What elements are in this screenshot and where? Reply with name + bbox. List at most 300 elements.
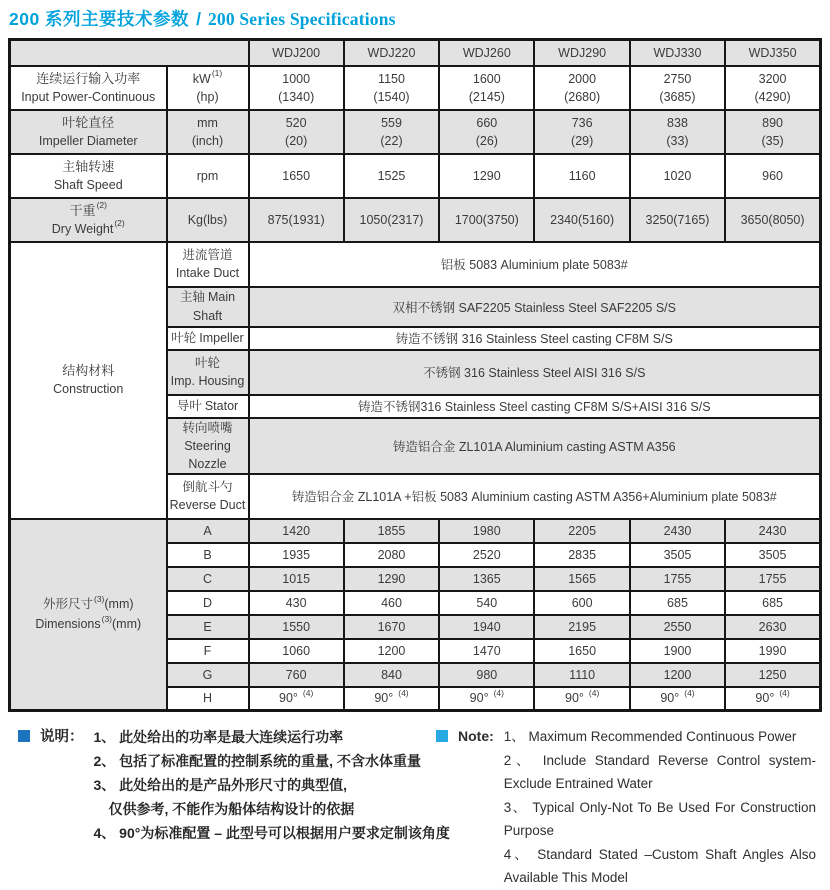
text-line xyxy=(728,641,817,661)
sublabel-chinese: 主轴 xyxy=(179,289,205,304)
section-label-unit: (mm) xyxy=(112,617,142,632)
footnote-marker: (4) xyxy=(588,688,600,699)
text-line xyxy=(13,614,164,634)
value-text: 1160 xyxy=(568,168,596,183)
notes-zh-label: 说明： xyxy=(40,729,84,745)
value-text: 2430 xyxy=(663,523,692,538)
label-english: Shaft Speed xyxy=(53,177,123,192)
value-text: 90° xyxy=(565,691,584,706)
value-text: 1060 xyxy=(282,643,311,658)
sublabel-english: Main Shaft xyxy=(192,289,236,323)
spec-value-impeller-diameter-wdj350 xyxy=(725,110,820,154)
section-label-chinese: 结构材料 xyxy=(62,363,115,378)
text-line xyxy=(442,569,531,589)
dimension-value-d-wdj220 xyxy=(344,591,439,615)
value-text: 1150 xyxy=(378,71,405,86)
value-text: 2630 xyxy=(758,619,787,634)
spec-value-dry-weight-wdj330 xyxy=(630,198,725,242)
model-header-wdj260: WDJ260 xyxy=(439,40,534,66)
spec-value-impeller-diameter-wdj200 xyxy=(249,110,344,154)
text-line xyxy=(537,521,626,541)
value-text: 90° xyxy=(469,691,489,706)
unit-text: mm xyxy=(197,115,218,130)
value-text: 2750 xyxy=(663,71,692,86)
footnote-marker: (3) xyxy=(93,594,105,605)
construction-material-value: 双相不锈钢 SAF2205 Stainless Steel SAF2205 S/S xyxy=(249,287,821,327)
text-line xyxy=(170,372,246,390)
text-line xyxy=(728,211,817,229)
value-text: 1650 xyxy=(568,643,597,658)
text-line xyxy=(13,220,164,238)
value-text: 1110 xyxy=(569,667,596,682)
value-text: 2195 xyxy=(568,619,597,634)
value-text: (29) xyxy=(571,133,594,148)
title-divider: / xyxy=(196,9,201,29)
note-item-zh-3: 3、 此处给出的是产品外形尺寸的典型值, xyxy=(93,777,348,793)
dimension-value-d-wdj260 xyxy=(439,591,534,615)
dimension-value-c-wdj200 xyxy=(249,567,344,591)
spec-unit-shaft-speed xyxy=(167,154,249,198)
unit-text: kW xyxy=(192,71,211,86)
model-header-wdj290: WDJ290 xyxy=(534,40,629,66)
spec-value-impeller-diameter-wdj260 xyxy=(439,110,534,154)
construction-sublabel-1 xyxy=(167,287,249,327)
text-line xyxy=(633,617,722,637)
value-text: 1550 xyxy=(282,619,311,634)
value-text: 840 xyxy=(381,667,402,682)
value-text: 875(1931) xyxy=(267,212,325,227)
construction-section-label xyxy=(10,242,167,519)
dimension-value-c-wdj350 xyxy=(725,567,820,591)
spec-value-shaft-speed-wdj200 xyxy=(249,154,344,198)
note-item-zh-1: 1、 此处给出的功率是最大连续运行功率 xyxy=(93,729,344,745)
label-english: Dry Weight xyxy=(51,221,114,236)
value-text: 1290 xyxy=(377,571,406,586)
value-text: 736 xyxy=(571,115,593,130)
dimension-value-a-wdj350 xyxy=(725,519,820,543)
text-line xyxy=(170,88,246,106)
text-line xyxy=(442,521,531,541)
text-line xyxy=(633,88,722,106)
text-line xyxy=(347,617,436,637)
note-item-en-2: 2、 Include Standard Reverse Control system-Exclude Entrained Water xyxy=(503,752,816,791)
spec-value-input-power-wdj350 xyxy=(725,66,820,110)
construction-sublabel-2 xyxy=(167,327,249,350)
label-chinese: 干重 xyxy=(69,202,96,218)
sublabel-chinese: 叶轮 xyxy=(171,330,197,345)
sublabel-english: Intake Duct xyxy=(175,266,240,280)
text-line xyxy=(347,211,436,229)
footnote-marker: (4) xyxy=(684,688,695,699)
value-text: (2145) xyxy=(468,89,505,104)
value-text: (1540) xyxy=(373,89,410,104)
notes-en-items xyxy=(504,725,816,890)
dimensions-section-label xyxy=(10,519,167,711)
text-line xyxy=(252,569,341,589)
text-line xyxy=(442,545,531,565)
text-line xyxy=(170,114,246,132)
value-text: 2000 xyxy=(568,71,597,86)
spec-unit-input-power xyxy=(167,66,249,110)
dimension-value-g-wdj290 xyxy=(534,663,629,687)
text-line xyxy=(347,70,436,88)
spec-label-input-power xyxy=(10,66,167,110)
text-line xyxy=(537,593,626,613)
sublabel-chinese: 进流管道 xyxy=(182,248,233,262)
text-line xyxy=(728,569,817,589)
spec-value-impeller-diameter-wdj330 xyxy=(630,110,725,154)
spec-row-dry-weight xyxy=(10,198,821,242)
specifications-table xyxy=(8,38,822,712)
text-line xyxy=(633,665,722,685)
dimension-letter-f: F xyxy=(167,639,249,663)
text-line xyxy=(633,641,722,661)
value-text: 2340(5160) xyxy=(550,212,615,227)
text-line xyxy=(252,114,341,132)
value-text: 90° xyxy=(660,691,680,706)
value-text: 600 xyxy=(571,595,593,610)
note-item-zh-3-continued: 仅供参考, 不能作为船体结构设计的依据 xyxy=(108,801,355,817)
label-chinese: 连续运行输入功率 xyxy=(36,70,141,86)
text-line xyxy=(347,521,436,541)
text-line xyxy=(252,167,341,185)
construction-material-value: 铝板 5083 Aluminium plate 5083# xyxy=(249,242,821,287)
value-text: 1565 xyxy=(568,571,597,586)
value-text: 1470 xyxy=(472,643,501,658)
dimension-letter-g: G xyxy=(167,663,249,687)
text-line xyxy=(633,132,722,150)
page-title-english: 200 Series Specifications xyxy=(207,9,396,29)
value-text: 559 xyxy=(381,115,402,130)
dimension-value-h-wdj330 xyxy=(630,687,725,711)
text-line xyxy=(537,88,626,106)
spec-value-shaft-speed-wdj220 xyxy=(344,154,439,198)
text-line xyxy=(13,88,164,106)
spec-value-dry-weight-wdj260 xyxy=(439,198,534,242)
dimension-value-e-wdj200 xyxy=(249,615,344,639)
text-line xyxy=(170,329,246,348)
text-line xyxy=(537,545,626,565)
value-text: 1670 xyxy=(377,619,406,634)
text-line xyxy=(170,132,246,150)
spec-value-shaft-speed-wdj350 xyxy=(725,154,820,198)
text-line xyxy=(728,665,817,685)
dimension-value-b-wdj350 xyxy=(725,543,820,567)
dimension-value-f-wdj290 xyxy=(534,639,629,663)
text-line xyxy=(170,246,246,264)
dimension-value-d-wdj200 xyxy=(249,591,344,615)
dimension-letter-a: A xyxy=(167,519,249,543)
dimension-value-g-wdj220 xyxy=(344,663,439,687)
dimension-value-f-wdj220 xyxy=(344,639,439,663)
sublabel-english: Impeller xyxy=(199,330,244,345)
text-line xyxy=(252,641,341,661)
text-line xyxy=(442,132,531,150)
text-line xyxy=(13,362,164,380)
note-item-zh-2: 2、 包括了标准配置的控制系统的重量, 不含水体重量 xyxy=(93,753,421,769)
text-line xyxy=(13,176,164,194)
spec-value-impeller-diameter-wdj220 xyxy=(344,110,439,154)
text-line xyxy=(442,617,531,637)
text-line xyxy=(442,665,531,685)
dimension-value-h-wdj290 xyxy=(534,687,629,711)
text-line xyxy=(728,521,817,541)
model-header-wdj350: WDJ350 xyxy=(725,40,820,66)
value-text: (3685) xyxy=(659,89,696,104)
value-text: 3505 xyxy=(758,547,787,562)
spec-value-input-power-wdj200 xyxy=(249,66,344,110)
footnote-marker: (2) xyxy=(114,218,125,229)
value-text: 90° xyxy=(374,691,394,706)
text-line xyxy=(728,167,817,185)
dimension-row-a xyxy=(10,519,821,543)
notes-en-label: Note: xyxy=(458,728,494,744)
value-text: 1290 xyxy=(472,168,501,183)
value-text: 1420 xyxy=(282,523,311,538)
notes-chinese xyxy=(18,725,450,890)
dimension-value-f-wdj350 xyxy=(725,639,820,663)
spec-value-shaft-speed-wdj290 xyxy=(534,154,629,198)
value-text: 1250 xyxy=(758,667,787,682)
model-header-wdj220: WDJ220 xyxy=(344,40,439,66)
footnote-marker: (2) xyxy=(96,200,107,211)
text-line xyxy=(252,70,341,88)
value-text: 1015 xyxy=(282,571,311,586)
value-text: (35) xyxy=(761,133,784,148)
spec-value-dry-weight-wdj350 xyxy=(725,198,820,242)
text-line xyxy=(537,167,626,185)
text-line xyxy=(728,545,817,565)
value-text: (20) xyxy=(285,133,308,148)
text-line xyxy=(170,354,246,372)
value-text: 1200 xyxy=(377,643,406,658)
value-text: 960 xyxy=(762,168,783,183)
text-line xyxy=(537,617,626,637)
dimension-value-d-wdj330 xyxy=(630,591,725,615)
notes-english xyxy=(436,725,822,890)
value-text: (33) xyxy=(666,133,689,148)
dimension-value-g-wdj330 xyxy=(630,663,725,687)
spec-unit-dry-weight xyxy=(167,198,249,242)
value-text: 2520 xyxy=(472,547,501,562)
dimension-value-c-wdj290 xyxy=(534,567,629,591)
unit-text: (inch) xyxy=(191,133,224,148)
sublabel-english: Reverse Duct xyxy=(169,498,246,512)
text-line xyxy=(633,70,722,88)
footnote-marker: (4) xyxy=(302,688,314,699)
value-text: 1755 xyxy=(758,571,787,586)
dimension-value-a-wdj220 xyxy=(344,519,439,543)
dimension-value-g-wdj350 xyxy=(725,663,820,687)
text-line xyxy=(442,688,531,708)
text-line xyxy=(728,88,817,106)
construction-sublabel-6 xyxy=(167,474,249,519)
value-text: 90° xyxy=(755,691,775,706)
sublabel-english: Steering Nozzle xyxy=(184,438,231,471)
value-text: 838 xyxy=(667,115,688,130)
text-line xyxy=(170,478,246,496)
text-line xyxy=(347,641,436,661)
text-line xyxy=(252,521,341,541)
value-text: 1020 xyxy=(663,168,692,183)
value-text: 1940 xyxy=(472,619,501,634)
value-text: 1855 xyxy=(377,523,406,538)
dimension-value-f-wdj260 xyxy=(439,639,534,663)
text-line xyxy=(728,617,817,637)
spec-row-shaft-speed xyxy=(10,154,821,198)
unit-text: (hp) xyxy=(196,89,219,104)
text-line xyxy=(537,70,626,88)
value-text: 660 xyxy=(476,115,498,130)
value-text: 685 xyxy=(762,595,783,610)
spec-value-dry-weight-wdj200 xyxy=(249,198,344,242)
text-line xyxy=(13,114,164,132)
spec-row-impeller-diameter xyxy=(10,110,821,154)
text-line xyxy=(170,437,246,473)
text-line xyxy=(633,211,722,229)
spec-value-shaft-speed-wdj260 xyxy=(439,154,534,198)
spec-value-input-power-wdj220 xyxy=(344,66,439,110)
value-text: 90° xyxy=(279,691,298,706)
text-line xyxy=(170,264,246,282)
spec-value-dry-weight-wdj290 xyxy=(534,198,629,242)
spec-value-input-power-wdj260 xyxy=(439,66,534,110)
dimension-value-a-wdj260 xyxy=(439,519,534,543)
text-line xyxy=(170,397,246,416)
text-line xyxy=(252,132,341,150)
label-english: Input Power-Continuous xyxy=(21,89,156,104)
value-text: 540 xyxy=(476,595,498,610)
table-corner-cell xyxy=(10,40,249,66)
dimension-letter-h: H xyxy=(167,687,249,711)
text-line xyxy=(442,114,531,132)
text-line xyxy=(442,88,531,106)
construction-row-0 xyxy=(10,242,821,287)
text-line xyxy=(347,688,436,708)
dimension-value-e-wdj330 xyxy=(630,615,725,639)
label-english: Impeller Diameter xyxy=(38,133,138,148)
spec-label-shaft-speed xyxy=(10,154,167,198)
value-text: 1600 xyxy=(472,71,501,86)
value-text: 1650 xyxy=(282,168,311,183)
footnote-marker: (4) xyxy=(779,688,790,699)
text-line xyxy=(442,167,531,185)
value-text: (4290) xyxy=(754,89,791,104)
text-line xyxy=(252,211,341,229)
text-line xyxy=(13,594,164,614)
footnote-marker: (3) xyxy=(101,614,113,625)
construction-sublabel-4 xyxy=(167,395,249,418)
construction-material-value: 铸造铝合金 ZL101A +铝板 5083 Aluminium casting ASTM A356+Aluminium plate 5083# xyxy=(249,474,821,519)
dimension-value-h-wdj200 xyxy=(249,687,344,711)
text-line xyxy=(170,288,246,326)
spec-row-input-power xyxy=(10,66,821,110)
text-line xyxy=(13,202,164,220)
dimension-value-g-wdj260 xyxy=(439,663,534,687)
text-line xyxy=(633,167,722,185)
value-text: 430 xyxy=(285,595,307,610)
text-line xyxy=(347,167,436,185)
dimension-value-c-wdj260 xyxy=(439,567,534,591)
text-line xyxy=(442,70,531,88)
dimension-value-h-wdj350 xyxy=(725,687,820,711)
model-header-wdj200: WDJ200 xyxy=(249,40,344,66)
text-line xyxy=(537,641,626,661)
value-text: 1525 xyxy=(377,168,406,183)
unit-text: Kg(lbs) xyxy=(187,212,228,227)
page-title xyxy=(9,6,822,31)
dimension-value-h-wdj260 xyxy=(439,687,534,711)
section-label-english: Construction xyxy=(53,382,124,396)
dimension-value-b-wdj290 xyxy=(534,543,629,567)
dimension-value-e-wdj290 xyxy=(534,615,629,639)
dimension-value-a-wdj330 xyxy=(630,519,725,543)
footnote-marker: (1) xyxy=(211,68,223,79)
sublabel-english: Imp. Housing xyxy=(170,374,245,388)
model-header-wdj330: WDJ330 xyxy=(630,40,725,66)
value-text: 1700(3750) xyxy=(454,212,519,227)
spec-value-dry-weight-wdj220 xyxy=(344,198,439,242)
sublabel-chinese: 导叶 xyxy=(176,398,202,413)
note-item-en-3: 3、 Typical Only-Not To Be Used For Construction Purpose xyxy=(503,799,816,838)
dimension-letter-e: E xyxy=(167,615,249,639)
text-line xyxy=(347,665,436,685)
construction-material-value: 铸造不锈钢316 Stainless Steel casting CF8M S/S+AISI 316 S/S xyxy=(249,395,821,418)
dimension-value-h-wdj220 xyxy=(344,687,439,711)
dimension-value-b-wdj220 xyxy=(344,543,439,567)
construction-sublabel-5 xyxy=(167,418,249,474)
dimension-value-b-wdj330 xyxy=(630,543,725,567)
text-line xyxy=(252,545,341,565)
text-line xyxy=(13,132,164,150)
spec-value-shaft-speed-wdj330 xyxy=(630,154,725,198)
sublabel-english: Stator xyxy=(204,398,239,413)
dimension-value-f-wdj200 xyxy=(249,639,344,663)
text-line xyxy=(633,521,722,541)
dimension-value-b-wdj200 xyxy=(249,543,344,567)
sublabel-chinese: 倒航斗勺 xyxy=(182,480,233,494)
value-text: 980 xyxy=(476,667,498,682)
construction-material-value: 铸造不锈钢 316 Stainless Steel casting CF8M S/S xyxy=(249,327,821,350)
value-text: 3650(8050) xyxy=(740,212,805,227)
text-line xyxy=(728,688,817,708)
value-text: 1000 xyxy=(282,71,311,86)
unit-text: rpm xyxy=(196,168,219,183)
text-line xyxy=(13,158,164,176)
text-line xyxy=(633,569,722,589)
sublabel-chinese: 叶轮 xyxy=(194,356,220,370)
dimension-value-a-wdj290 xyxy=(534,519,629,543)
spec-value-input-power-wdj290 xyxy=(534,66,629,110)
value-text: (26) xyxy=(475,133,498,148)
model-header-row xyxy=(10,40,821,66)
dimension-value-g-wdj200 xyxy=(249,663,344,687)
text-line xyxy=(728,132,817,150)
value-text: 2430 xyxy=(758,523,787,538)
value-text: 685 xyxy=(667,595,688,610)
text-line xyxy=(537,665,626,685)
blue-square-bullet-icon xyxy=(18,730,30,742)
value-text: 460 xyxy=(381,595,402,610)
text-line xyxy=(252,88,341,106)
value-text: 2550 xyxy=(663,619,692,634)
section-label-english: Dimensions xyxy=(35,617,101,632)
text-line xyxy=(170,496,246,514)
value-text: 1755 xyxy=(663,571,692,586)
page-title-chinese: 200 系列主要技术参数 xyxy=(9,9,190,29)
text-line xyxy=(728,70,817,88)
value-text: 2080 xyxy=(377,547,406,562)
